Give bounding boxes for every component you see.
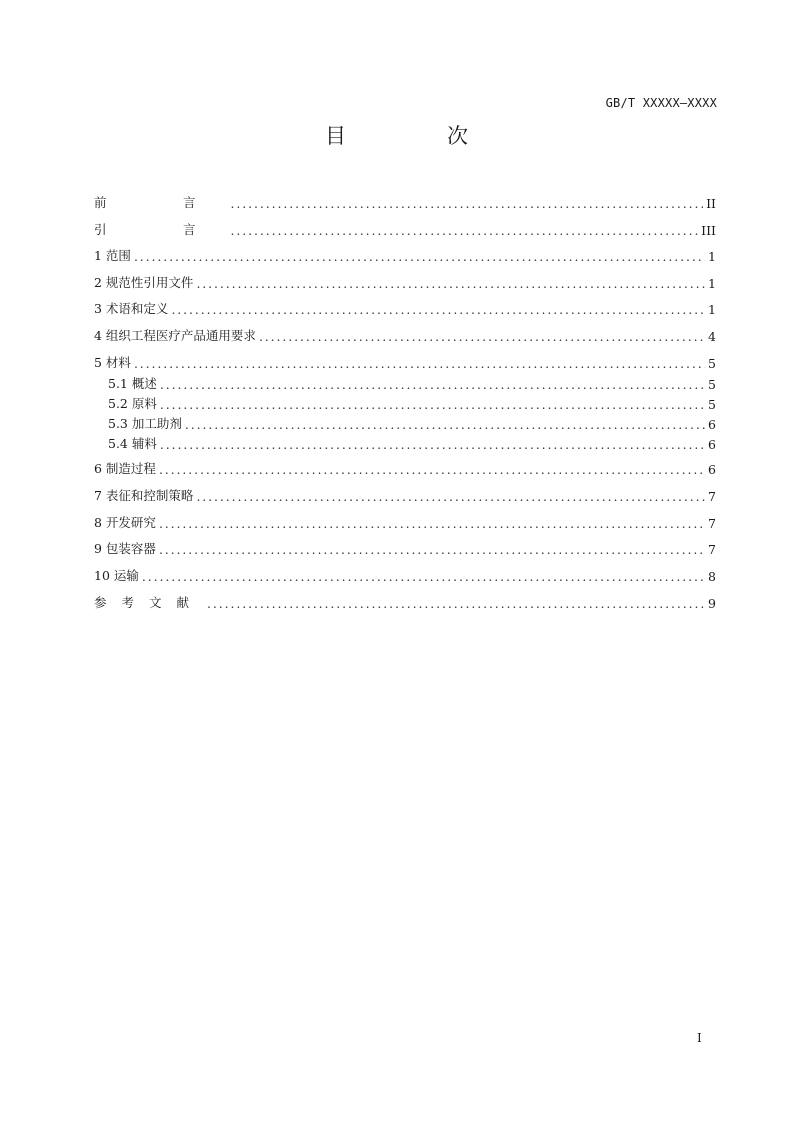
toc-leader-dots (160, 437, 705, 452)
toc-entry-label: 4 组织工程医疗产品通用要求 (94, 328, 256, 343)
toc-entry-page: 1 (708, 276, 716, 291)
toc-entry-page: 4 (708, 329, 716, 344)
toc-leader-dots (207, 596, 705, 611)
toc-entry-label: 参考文献 (94, 595, 205, 610)
toc-entry-page: 7 (708, 489, 716, 504)
toc-entry-label: 前 言 (94, 195, 228, 210)
toc-entry-label: 3 术语和定义 (94, 301, 169, 316)
toc-entry-page: 6 (708, 462, 716, 477)
toc-entry-label: 5.3 加工助剂 (108, 416, 182, 431)
toc-leader-dots (259, 329, 705, 344)
toc-entry-page: II (706, 196, 716, 211)
toc-leader-dots (231, 223, 699, 238)
toc-entry-page: 1 (708, 249, 716, 264)
toc-entry-label: 5.2 原料 (108, 396, 157, 411)
toc-entry-page: 6 (708, 437, 716, 452)
toc-entry-page: 5 (708, 377, 716, 392)
toc-leader-dots (185, 417, 705, 432)
toc-entry-bibliography[interactable] (94, 593, 716, 611)
toc-entry-preface[interactable] (94, 193, 716, 211)
toc-leader-dots (142, 569, 705, 584)
toc-entry-page: 7 (708, 542, 716, 557)
toc-entry-materials[interactable] (94, 353, 716, 371)
toc-leader-dots (134, 356, 705, 371)
toc-entry-packaging[interactable] (94, 539, 716, 557)
toc-leader-dots (196, 489, 705, 504)
toc-entry-raw-materials[interactable] (108, 394, 716, 412)
toc-entry-page: 5 (708, 397, 716, 412)
toc-entry-page: 8 (708, 569, 716, 584)
toc-entry-page: 7 (708, 516, 716, 531)
toc-entry-label: 6 制造过程 (94, 461, 156, 476)
toc-entry-normative-references[interactable] (94, 273, 716, 291)
toc-entry-label: 5 材料 (94, 355, 131, 370)
toc-entry-introduction[interactable] (94, 220, 716, 238)
toc-entry-scope[interactable] (94, 246, 716, 264)
toc-entry-characterization[interactable] (94, 486, 716, 504)
toc-entry-transport[interactable] (94, 566, 716, 584)
toc-entry-label: 8 开发研究 (94, 515, 156, 530)
toc-entry-general-requirements[interactable] (94, 326, 716, 344)
toc-entry-label: 5.1 概述 (108, 376, 157, 391)
toc-leader-dots (159, 516, 705, 531)
toc-entry-label: 9 包装容器 (94, 541, 156, 556)
toc-entry-page: 5 (708, 356, 716, 371)
toc-entry-label: 10 运输 (94, 568, 139, 583)
toc-leader-dots (231, 196, 704, 211)
toc-entry-label: 7 表征和控制策略 (94, 488, 194, 503)
toc-entry-development-study[interactable] (94, 513, 716, 531)
toc-entry-page: 6 (708, 417, 716, 432)
toc-leader-dots (160, 397, 705, 412)
toc-leader-dots (159, 462, 705, 477)
toc-entry-processing-aids[interactable] (108, 414, 716, 432)
toc-entry-excipients[interactable] (108, 434, 716, 452)
toc-entry-page: 1 (708, 302, 716, 317)
toc-leader-dots (196, 276, 705, 291)
toc-entry-label: 5.4 辅料 (108, 436, 157, 451)
toc-entry-page: 9 (708, 596, 716, 611)
page-number: I (697, 1031, 702, 1045)
toc-leader-dots (160, 377, 705, 392)
toc-entry-terms[interactable] (94, 299, 716, 317)
page-title: 目 次 (325, 124, 508, 148)
toc-entry-overview[interactable] (108, 374, 716, 392)
toc-entry-label: 2 规范性引用文件 (94, 275, 194, 290)
document-code: GB/T XXXXX—XXXX (605, 96, 717, 110)
toc-entry-manufacturing[interactable] (94, 459, 716, 477)
toc-leader-dots (134, 249, 705, 264)
toc-entry-page: III (701, 223, 716, 238)
toc-leader-dots (159, 542, 705, 557)
toc-entry-label: 引 言 (94, 222, 228, 237)
toc-entry-label: 1 范围 (94, 248, 131, 263)
toc-leader-dots (171, 302, 705, 317)
